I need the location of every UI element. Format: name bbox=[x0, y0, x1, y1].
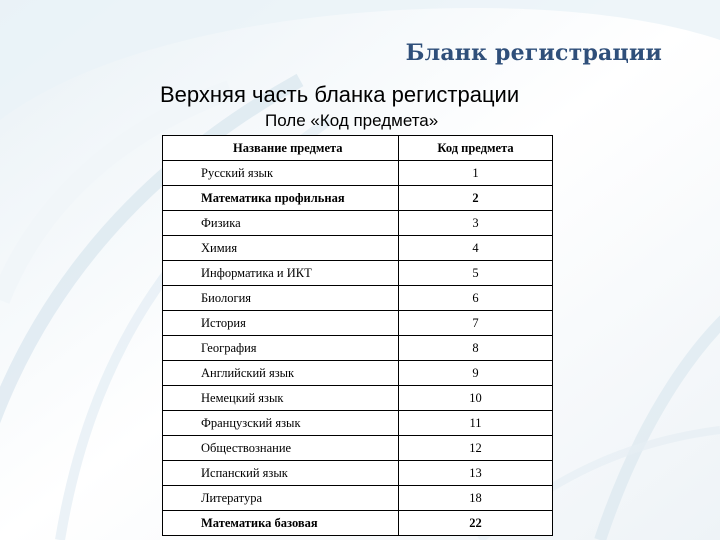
table-row bbox=[163, 511, 553, 536]
table-row bbox=[163, 361, 553, 386]
field-label: Поле «Код предмета» bbox=[265, 111, 439, 130]
subject-name: Немецкий язык bbox=[163, 386, 399, 411]
table-row bbox=[163, 186, 553, 211]
subject-code: 12 bbox=[399, 436, 553, 461]
subject-code: 6 bbox=[399, 286, 553, 311]
subject-code: 22 bbox=[399, 511, 553, 536]
slide-subtitle: Верхняя часть бланка регистрации bbox=[160, 82, 520, 107]
table-row bbox=[163, 286, 553, 311]
subject-code: 11 bbox=[399, 411, 553, 436]
subject-name: Русский язык bbox=[163, 161, 399, 186]
table-row bbox=[163, 161, 553, 186]
subject-code: 5 bbox=[399, 261, 553, 286]
subject-name: Химия bbox=[163, 236, 399, 261]
subject-name: Информатика и ИКТ bbox=[163, 261, 399, 286]
subject-code: 4 bbox=[399, 236, 553, 261]
table-row bbox=[163, 486, 553, 511]
header-subject-name: Название предмета bbox=[163, 136, 399, 161]
subject-code: 9 bbox=[399, 361, 553, 386]
slide-title: Бланк регистрации bbox=[405, 40, 662, 66]
table-header-row bbox=[163, 136, 553, 161]
subject-name: История bbox=[163, 311, 399, 336]
subject-name: Физика bbox=[163, 211, 399, 236]
subject-code: 7 bbox=[399, 311, 553, 336]
table-row bbox=[163, 461, 553, 486]
subject-name: Биология bbox=[163, 286, 399, 311]
subject-name: Математика профильная bbox=[163, 186, 399, 211]
table-row bbox=[163, 386, 553, 411]
subject-code: 1 bbox=[399, 161, 553, 186]
table-row bbox=[163, 311, 553, 336]
subject-name: Математика базовая bbox=[163, 511, 399, 536]
subject-code: 10 bbox=[399, 386, 553, 411]
subject-name: Литература bbox=[163, 486, 399, 511]
table-row bbox=[163, 436, 553, 461]
subject-name: Французский язык bbox=[163, 411, 399, 436]
subject-code: 18 bbox=[399, 486, 553, 511]
subject-name: Испанский язык bbox=[163, 461, 399, 486]
subject-code: 2 bbox=[399, 186, 553, 211]
subject-name: Английский язык bbox=[163, 361, 399, 386]
table-row bbox=[163, 236, 553, 261]
table-row bbox=[163, 211, 553, 236]
subject-code: 8 bbox=[399, 336, 553, 361]
subject-code-table bbox=[162, 135, 553, 536]
subject-name: География bbox=[163, 336, 399, 361]
subject-name: Обществознание bbox=[163, 436, 399, 461]
subject-code: 3 bbox=[399, 211, 553, 236]
header-subject-code: Код предмета bbox=[399, 136, 553, 161]
table-row bbox=[163, 336, 553, 361]
subject-code: 13 bbox=[399, 461, 553, 486]
table-row bbox=[163, 261, 553, 286]
table-row bbox=[163, 411, 553, 436]
